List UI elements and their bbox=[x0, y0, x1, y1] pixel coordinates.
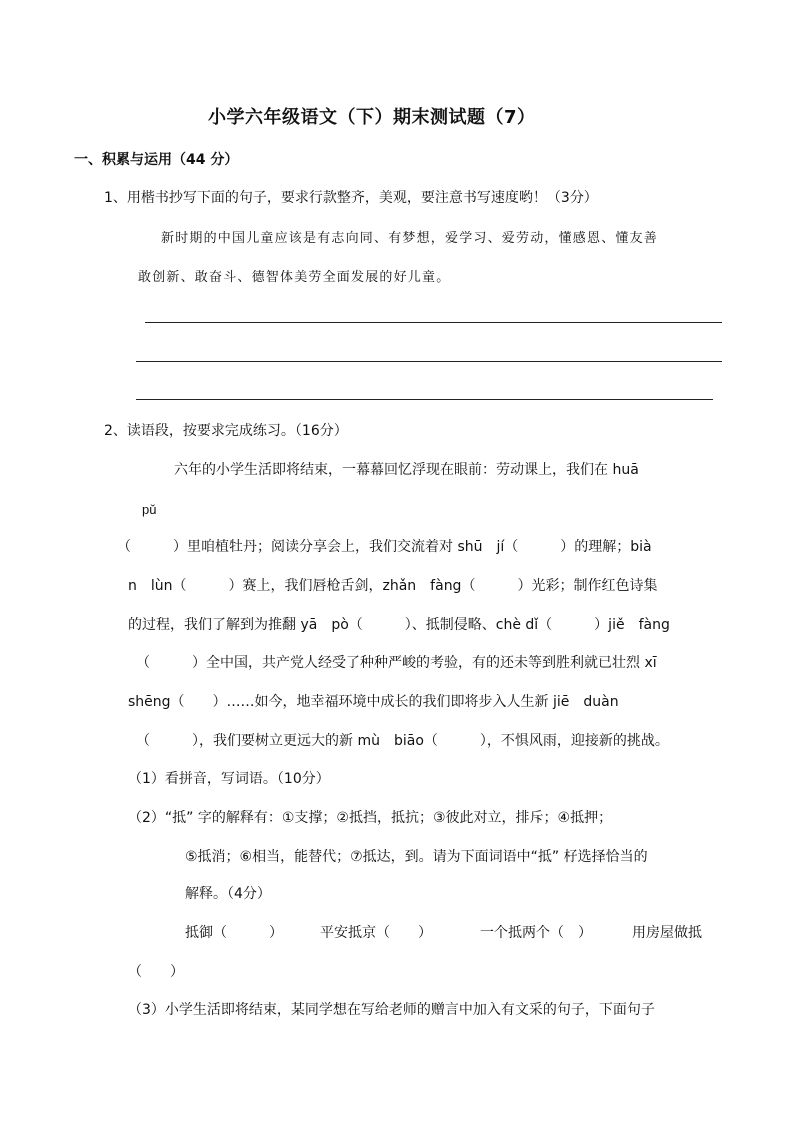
word-item: 平安抵京（ ） bbox=[320, 925, 432, 941]
passage-line: 六年的小学生活即将结束，一幕幕回忆浮现在眼前：劳动课上，我们在 huā bbox=[174, 462, 639, 478]
passage-line: （ ）里咱植牡丹；阅读分享会上，我们交流着对 shū jí（ ）的理解；bià bbox=[117, 539, 652, 555]
passage-line: （ ）全中国，共产党人经受了种种严峻的考验，有的还未等到胜利就已壮烈 xī bbox=[136, 655, 657, 671]
sub-question-2-line-1: （2）“抵” 字的解释有：①支撑；②抵挡，抵抗；③彼此对立，排斥；④抵押； bbox=[128, 810, 613, 826]
sub-question-1: （1）看拼音，写词语。（10分） bbox=[128, 771, 330, 787]
passage-line: shēng（ ）……如今，地幸福环境中成长的我们即将步入人生新 jiē duàn bbox=[128, 694, 619, 710]
passage-line: 的过程，我们了解到为推翻 yā pò（ ）、抵制侵略、chè dǐ（ ）jiě fàng bbox=[128, 617, 670, 633]
sub-question-2-line-3: 解释。（4分） bbox=[185, 886, 271, 902]
sub-question-2-line-2: ⑤抵消；⑥相当，能替代；⑦抵达，到。请为下面词语中“抵” 杍选择恰当的 bbox=[185, 849, 648, 865]
writing-line-1[interactable] bbox=[145, 322, 722, 323]
passage-line: n lùn（ ）赛上，我们唇枪舌剑，zhǎn fàng（ ）光彩；制作红色诗集 bbox=[128, 578, 658, 594]
sub-question-3: （3）小学生活即将结束，某同学想在写给老师的赠言中加入有文采的句子，下面句子 bbox=[128, 1002, 655, 1018]
question-1-prompt: 1、用楷书抄写下面的句子，要求行款整齐，美观，要注意书写速度哟！（3分） bbox=[104, 190, 598, 206]
page-title: 小学六年级语文（下）期末测试题（7） bbox=[208, 107, 536, 128]
question-2-prompt: 2、读语段，按要求完成练习。（16分） bbox=[104, 423, 348, 439]
copy-passage-line-1: 新时期的中国儿童应该是有志向同、有梦想，爱学习、爱劳动，懂感恩、懂友善 bbox=[161, 231, 659, 246]
passage-line: pǔ bbox=[142, 502, 157, 517]
word-item-tail: （ ） bbox=[128, 964, 184, 980]
word-item: 一个抵两个（ ） bbox=[480, 925, 592, 941]
passage-line: （ ），我们要树立更远大的新 mù biāo（ ），不惧风雨，迎接新的挑战。 bbox=[136, 733, 669, 749]
section-heading: 一、积累与运用（44 分） bbox=[74, 152, 239, 168]
word-item: 抵御（ ） bbox=[185, 925, 283, 941]
writing-line-2[interactable] bbox=[136, 361, 722, 362]
writing-line-3[interactable] bbox=[136, 399, 713, 400]
word-item: 用房屋做抵 bbox=[632, 925, 702, 941]
copy-passage-line-2: 敢创新、敢奋斗、德智体美劳全面发展的好儿童。 bbox=[138, 270, 451, 285]
